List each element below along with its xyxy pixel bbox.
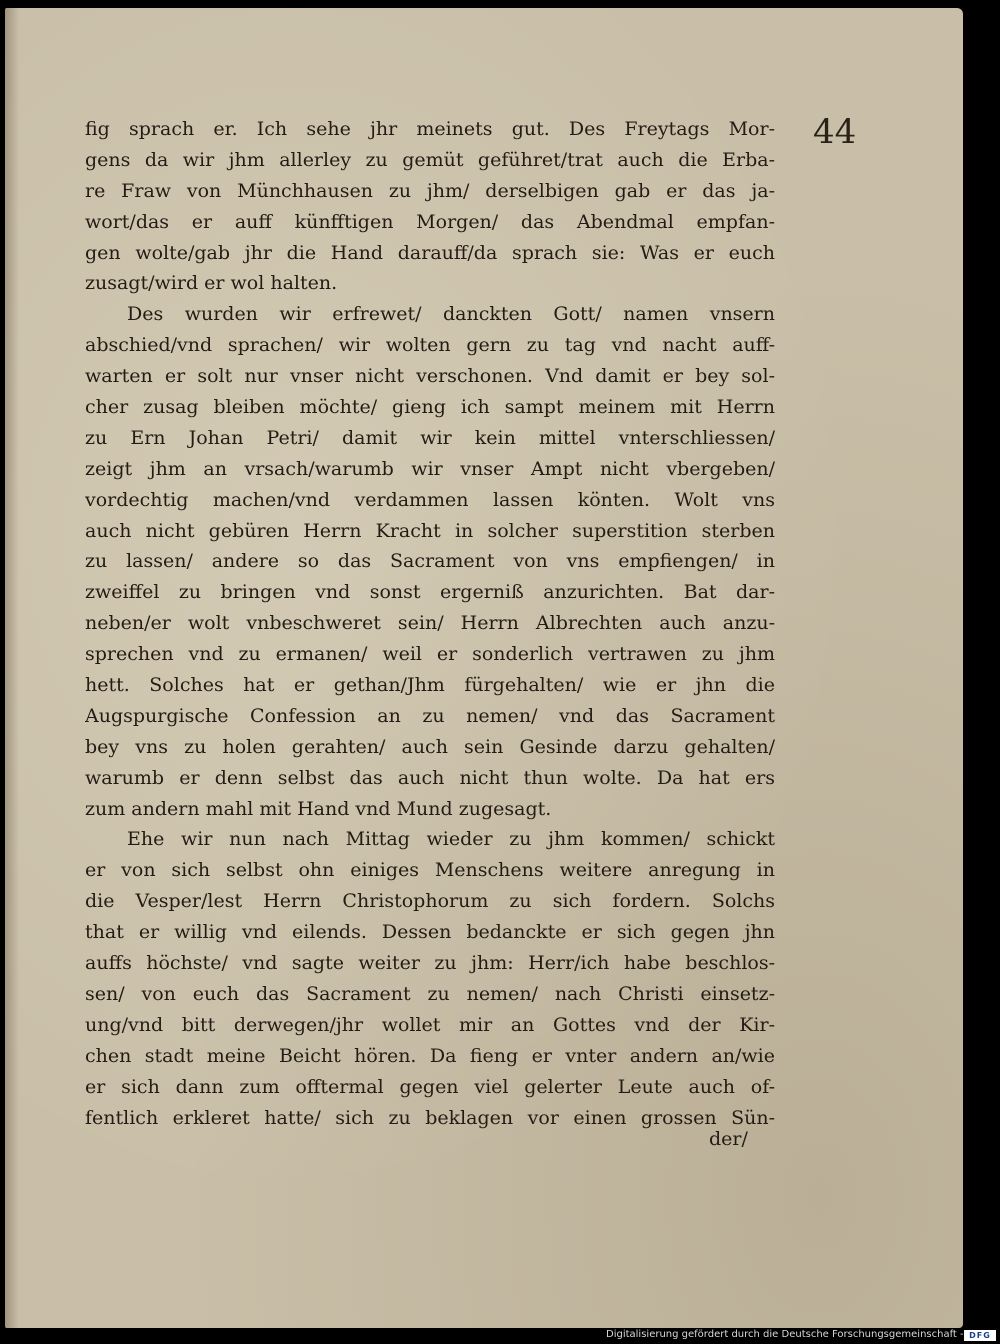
page-gutter-shadow [5, 8, 19, 1328]
text-line: warten er solt nur vnser nicht verschonen. Vnd damit er bey sol- [85, 365, 775, 388]
text-line: bey vns zu holen gerahten/ auch sein Gesinde darzu gehalten/ [85, 735, 775, 758]
body-text [85, 114, 775, 1133]
text-line: wort/das er auff künfftigen Morgen/ das Abendmal empfan- [85, 210, 775, 233]
text-line: neben/er wolt vnbeschweret sein/ Herrn Albrechten auch anzu- [85, 612, 775, 635]
text-line: zeigt jhm an vrsach/warumb wir vnser Ampt nicht vbergeben/ [85, 457, 775, 480]
text-line: vordechtig machen/vnd verdammen lassen könten. Wolt vns [85, 488, 775, 511]
text-line: chen stadt meine Beicht hören. Da fieng er vnter andern an/wie [85, 1044, 775, 1067]
text-line: sen/ von euch das Sacrament zu nemen/ nach Christi einsetz- [85, 982, 775, 1005]
text-line: auffs höchste/ vnd sagte weiter zu jhm: Herr/ich habe beschlos- [85, 952, 775, 975]
text-line: gen wolte/gab jhr die Hand darauff/da sprach sie: Was er euch [85, 241, 775, 264]
text-line: cher zusag bleiben möchte/ gieng ich sampt meinem mit Herrn [85, 396, 775, 419]
text-line: auch nicht gebüren Herrn Kracht in solcher superstition sterben [85, 519, 775, 542]
text-line: gens da wir jhm allerley zu gemüt geführet/trat auch die Erba- [85, 148, 775, 171]
catchword: der/ [709, 1128, 748, 1150]
text-line: fentlich erkleret hatte/ sich zu beklagen vor einen grossen Sün- [85, 1106, 775, 1129]
text-line: Des wurden wir erfrewet/ danckten Gott/ namen vnsern [127, 303, 775, 326]
text-line: Ehe wir nun nach Mittag wieder zu jhm kommen/ schickt [127, 828, 775, 851]
text-line: that er willig vnd eilends. Dessen bedanckte er sich gegen jhn [85, 921, 775, 944]
text-line: zu lassen/ andere so das Sacrament von vns empfiengen/ in [85, 550, 775, 573]
dfg-logo: DFG [964, 1330, 996, 1341]
text-line: hett. Solches hat er gethan/Jhm fürgehalten/ wie er jhn die [85, 674, 775, 697]
text-line: die Vesper/lest Herrn Christophorum zu sich fordern. Solchs [85, 890, 775, 913]
text-line: zu Ern Johan Petri/ damit wir kein mittel vnterschliessen/ [85, 426, 775, 449]
text-line: re Fraw von Münchhausen zu jhm/ derselbigen gab er das ja- [85, 179, 775, 202]
text-line: abschied/vnd sprachen/ wir wolten gern zu tag vnd nacht auff- [85, 334, 775, 357]
text-line: sprechen vnd zu ermanen/ weil er sonderlich vertrawen zu jhm [85, 643, 775, 666]
text-line: er von sich selbst ohn einiges Menschens weitere anregung in [85, 859, 775, 882]
book-page [5, 8, 963, 1328]
text-line: zum andern mahl mit Hand vnd Mund zugesagt. [85, 797, 552, 820]
text-line: zusagt/wird er wol halten. [85, 272, 338, 295]
text-line: warumb er denn selbst das auch nicht thun wolte. Da hat ers [85, 766, 775, 789]
text-line: Augspurgische Confession an zu nemen/ vnd das Sacrament [85, 704, 775, 727]
text-line: er sich dann zum offtermal gegen viel gelerter Leute auch of- [85, 1075, 775, 1098]
text-line: zweiffel zu bringen vnd sonst ergerniß anzurichten. Bat dar- [85, 581, 775, 604]
text-line: fig sprach er. Ich sehe jhr meinets gut. Des Freytags Mor- [85, 118, 775, 140]
funding-credit: Digitalisierung gefördert durch die Deutsche Forschungsgemeinschaft - [606, 1329, 964, 1340]
page-number: 44 [813, 112, 857, 152]
text-line: ung/vnd bitt derwegen/jhr wollet mir an Gottes vnd der Kir- [85, 1013, 775, 1036]
